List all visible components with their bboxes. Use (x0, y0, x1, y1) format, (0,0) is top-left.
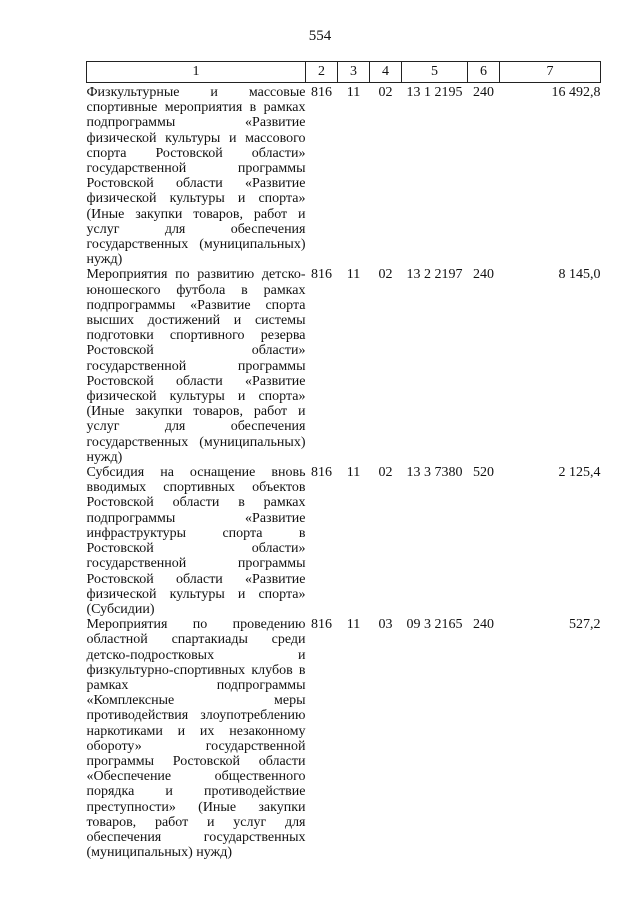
expense-type-code: 520 (473, 465, 494, 481)
target-article-code: 13 1 2195 (406, 85, 463, 100)
target-article-code: 13 2 2197 (406, 267, 463, 283)
header-row (87, 62, 601, 83)
expense-type-code: 240 (473, 617, 494, 633)
column-header: 6 (468, 62, 500, 83)
section-code: 11 (346, 85, 361, 100)
target-article-code: 13 3 7380 (406, 465, 463, 481)
column-header: 5 (402, 62, 468, 83)
table-row (87, 267, 601, 465)
page-number: 554 (308, 28, 332, 44)
subsection-code: 02 (378, 465, 393, 481)
ministry-code: 816 (311, 267, 332, 283)
section-code: 11 (346, 267, 361, 283)
subsection-code: 02 (378, 267, 393, 283)
column-header: 7 (500, 62, 601, 83)
table-row (87, 83, 601, 268)
subsection-code: 02 (378, 85, 393, 100)
table-row (87, 465, 601, 617)
column-header: 2 (306, 62, 338, 83)
amount: 2 125,4 (558, 465, 601, 481)
row-description: Физкультурные и массовые спортивные мероприятия в рамках подпрограммы «Развитие физической культуры и массового спорта Ростовской области» государственной программы Ростовской области «Развитие физической культуры и спорта» (Иные закупки товаров, работ и услуг для обеспечения государственных (муниципальных) нужд) (86, 85, 306, 268)
section-code: 11 (346, 617, 361, 633)
amount: 8 145,0 (558, 267, 601, 283)
budget-table (86, 61, 601, 860)
column-header: 4 (370, 62, 402, 83)
ministry-code: 816 (311, 85, 332, 100)
target-article-code: 09 3 2165 (406, 617, 463, 633)
column-header: 3 (338, 62, 370, 83)
ministry-code: 816 (311, 465, 332, 481)
amount: 527,2 (569, 617, 601, 633)
column-header: 1 (87, 62, 306, 83)
row-description: Субсидия на оснащение вновь вводимых спортивных объектов Ростовской области в рамках подпрограммы «Развитие инфраструктуры спорта в Ростовской области» государственной программы Ростовской области «Развитие физической культуры и спорта» (Субсидии) (86, 465, 306, 617)
row-description: Мероприятия по проведению областной спартакиады среди детско-подростковых и физкультурно-спортивных клубов в рамках подпрограммы «Комплексные меры противодействия злоупотреблению наркотиками и их незаконному обороту» государственной программы Ростовской области «Обеспечение общественного порядка и противодействие преступности» (Иные закупки товаров, работ и услуг для обеспечения государственных (муниципальных) нужд) (86, 617, 306, 861)
expense-type-code: 240 (473, 85, 494, 100)
subsection-code: 03 (378, 617, 393, 633)
amount: 16 492,8 (551, 85, 601, 100)
table-row (87, 617, 601, 860)
section-code: 11 (346, 465, 361, 481)
expense-type-code: 240 (473, 267, 494, 283)
row-description: Мероприятия по развитию детско-юношеского футбола в рамках подпрограммы «Развитие спорта высших достижений и системы подготовки спортивного резерва Ростовской области» государственной программы Ростовской области «Развитие физической культуры и спорта» (Иные закупки товаров, работ и услуг для обеспечения государственных (муниципальных) нужд) (86, 267, 306, 465)
ministry-code: 816 (311, 617, 332, 633)
